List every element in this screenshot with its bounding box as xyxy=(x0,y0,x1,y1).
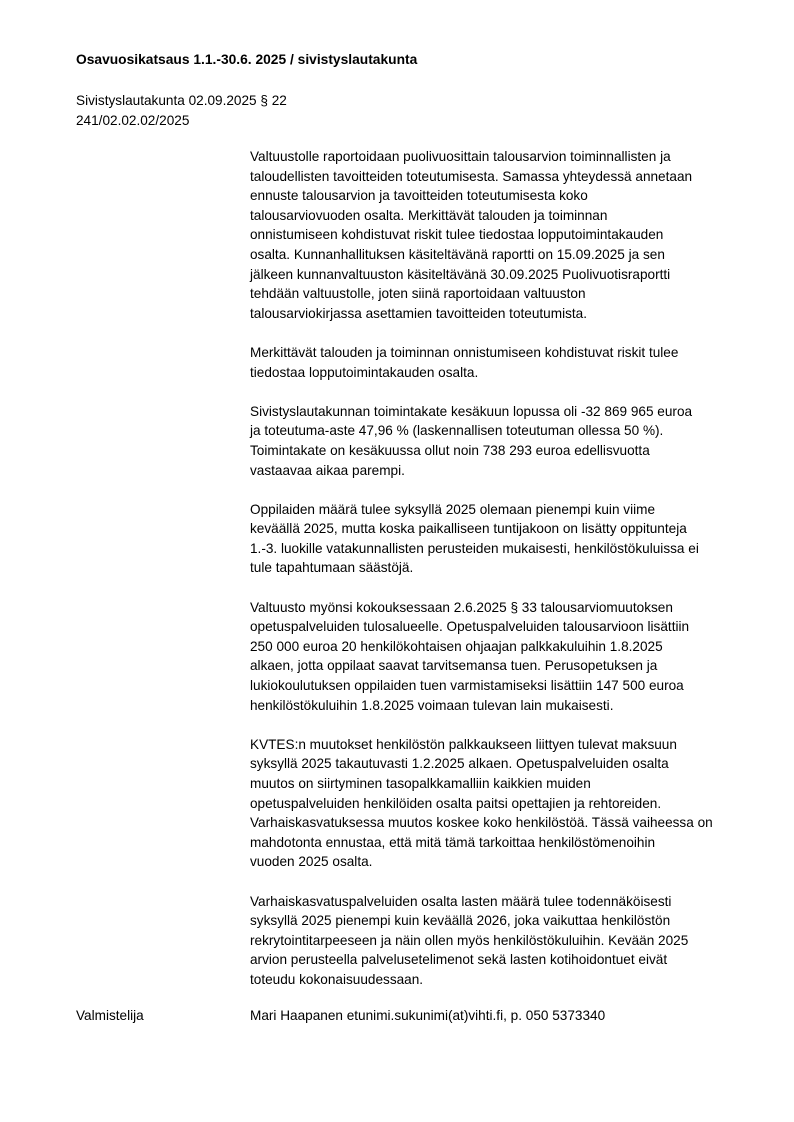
paragraph-line: onnistumiseen kohdistuvat riskit tulee tiedostaa lopputoimintakauden xyxy=(250,227,664,243)
body-paragraph xyxy=(250,500,750,578)
body-paragraph xyxy=(250,343,750,382)
paragraph-line: opetuspalveluiden henkilöiden osalta paitsi opettajien ja rehtoreiden. xyxy=(250,795,662,811)
paragraph-line: opetuspalveluiden tulosalueelle. Opetuspalveluiden talousarvioon lisättiin xyxy=(250,619,690,635)
paragraph-line: Sivistyslautakunnan toimintakate kesäkuun lopussa oli -32 869 965 euroa xyxy=(250,403,693,419)
paragraph-line: syksyllä 2025 pienempi kuin keväällä 2026, joka vaikuttaa henkilöstön xyxy=(250,913,671,929)
paragraph-line: talousarviokirjassa asettamien tavoitteiden toteutumista. xyxy=(250,305,587,321)
paragraph-line: 1.-3. luokille vatakunnallisten perusteiden mukaisesti, henkilöstökuluissa ei xyxy=(250,540,699,556)
paragraph-line: alkaen, jotta oppilaat saavat tarvitsemansa tuen. Perusopetuksen ja xyxy=(250,658,658,674)
paragraph-line: talousarviovuoden osalta. Merkittävät talouden ja toiminnan xyxy=(250,207,608,223)
paragraph-line: muutos on siirtyminen tasopalkkamalliin kaikkien muiden xyxy=(250,776,591,791)
document-meta xyxy=(76,91,287,130)
paragraph-line: Oppilaiden määrä tulee syksyllä 2025 olemaan pienempi kuin viime xyxy=(250,501,656,517)
paragraph-line: lukiokoulutuksen oppilaiden tuen varmistamiseksi lisättiin 147 500 euroa xyxy=(250,678,684,694)
document-body xyxy=(250,147,750,1009)
paragraph-line: Toimintakate on kesäkuussa ollut noin 738 293 euroa edellisvuotta xyxy=(250,442,650,458)
paragraph-line: tiedostaa lopputoimintakauden osalta. xyxy=(250,364,479,380)
body-paragraph xyxy=(250,735,750,872)
paragraph-line: Valtuusto myönsi kokouksessaan 2.6.2025 § 33 talousarviomuutoksen xyxy=(250,599,673,615)
preparer-contact: Mari Haapanen etunimi.sukunimi(at)vihti.fi, p. 050 5373340 xyxy=(250,1008,606,1023)
paragraph-line: tule tapahtumaan säästöjä. xyxy=(250,560,414,576)
paragraph-line: Varhaiskasvatuksessa muutos koskee koko henkilöstöä. Tässä vaiheessa on xyxy=(250,815,713,831)
paragraph-line: tehdään valtuustolle, joten siinä raportoidaan valtuuston xyxy=(250,286,586,302)
paragraph-line: KVTES:n muutokset henkilöstön palkkaukseen liittyen tulevat maksuun xyxy=(250,736,677,752)
paragraph-line: toteudu kokonaisuudessaan. xyxy=(250,971,424,987)
paragraph-line: vuoden 2025 osalta. xyxy=(250,854,373,870)
preparer-label: Valmistelija xyxy=(76,1008,144,1023)
body-paragraph xyxy=(250,598,750,716)
paragraph-line: rekrytointitarpeeseen ja näin ollen myös henkilöstökuluihin. Kevään 2025 xyxy=(250,932,689,948)
body-paragraph xyxy=(250,147,750,323)
paragraph-line: vastaavaa aikaa parempi. xyxy=(250,462,405,478)
body-paragraph xyxy=(250,402,750,480)
paragraph-line: Valtuustolle raportoidaan puolivuosittain talousarvion toiminnallisten ja xyxy=(250,149,671,164)
paragraph-line: Merkittävät talouden ja toiminnan onnistumiseen kohdistuvat riskit tulee xyxy=(250,344,679,360)
document-title: Osavuosikatsaus 1.1.-30.6. 2025 / sivistyslautakunta xyxy=(76,52,418,67)
paragraph-line: keväällä 2025, mutta koska paikalliseen tuntijakoon on lisätty oppitunteja xyxy=(250,521,687,537)
meeting-reference: Sivistyslautakunta 02.09.2025 § 22 xyxy=(76,93,287,108)
paragraph-line: arvion perusteella palvelusetelimenot sekä lasten kotihoidontuet eivät xyxy=(250,952,668,968)
paragraph-line: ennuste talousarvion ja tavoitteiden toteutumisesta koko xyxy=(250,188,588,204)
record-number: 241/02.02.02/2025 xyxy=(76,112,190,128)
paragraph-line: osalta. Kunnanhallituksen käsiteltävänä raportti on 15.09.2025 ja sen xyxy=(250,246,665,262)
paragraph-line: jälkeen kunnanvaltuuston käsiteltävänä 30.09.2025 Puolivuotisraportti xyxy=(250,266,671,282)
paragraph-line: Varhaiskasvatuspalveluiden osalta lasten määrä tulee todennäköisesti xyxy=(250,893,672,909)
paragraph-line: ja toteutuma-aste 47,96 % (laskennallisen toteutuman ollessa 50 %). xyxy=(250,423,664,439)
paragraph-line: 250 000 euroa 20 henkilökohtaisen ohjaajan palkkakuluihin 1.8.2025 xyxy=(250,638,663,654)
body-paragraph xyxy=(250,892,750,990)
paragraph-line: mahdotonta ennustaa, että mitä tämä tarkoittaa henkilöstömenoihin xyxy=(250,834,656,850)
paragraph-line: henkilöstökuluihin 1.8.2025 voimaan tulevan lain mukaisesti. xyxy=(250,697,614,713)
paragraph-line: taloudellisten tavoitteiden toteutumisesta. Samassa yhteydessä annetaan xyxy=(250,168,693,184)
paragraph-line: syksyllä 2025 takautuvasti 1.2.2025 alkaen. Opetuspalveluiden osalta xyxy=(250,756,669,772)
